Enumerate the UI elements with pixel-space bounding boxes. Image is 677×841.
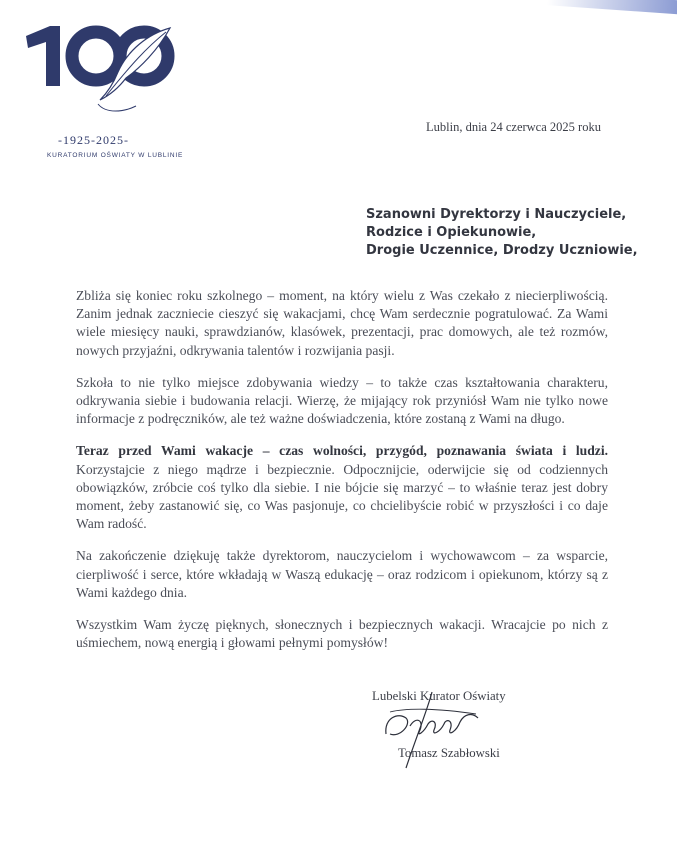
logo-years: -1925-2025- bbox=[58, 133, 129, 147]
corner-accent-stroke bbox=[547, 0, 677, 15]
signatory-title: Lubelski Kurator Oświaty bbox=[372, 689, 506, 703]
paragraph: Na zakończenie dziękuję także dyrektorom, nauczycielom i wychowawcom – za wsparcie, cierpliwość i serce, które wkładają w Waszą edukację – oraz rodzicom i opiekunom, którzy są z Wami każdego dnia. bbox=[76, 548, 608, 600]
logo-100-graphic bbox=[20, 24, 185, 129]
salutation bbox=[366, 206, 638, 260]
letter-body bbox=[76, 287, 608, 666]
signatory-name: Tomasz Szabłowski bbox=[398, 746, 500, 760]
paragraph: Zbliża się koniec roku szkolnego – moment, na który wielu z Was czekało z niecierpliwością. Zanim jednak zaczniecie cieszyć się wakacjami, chcę Wam serdecznie pogratulować. Za Wami wiele miesięcy nauki, sprawdzianów, klasówek, prezentacji, prac domowych, ale też rozmów, nowych przyjaźni, odkrywania talentów i rozwijania pasji. bbox=[76, 288, 608, 358]
paragraph: Szkoła to nie tylko miejsce zdobywania wiedzy – to także czas kształtowania charakteru, odkrywania siebie i budowania relacji. Wierzę, że mijający rok przyniósł Wam nie tylko nowe informacje z podręczników, ale też ważne doświadczenia, które zostaną z Wami na długo. bbox=[76, 374, 608, 427]
salutation-line: Drogie Uczennice, Drodzy Uczniowie, bbox=[366, 243, 638, 258]
date-line: Lublin, dnia 24 czerwca 2025 roku bbox=[426, 120, 601, 134]
paragraph bbox=[76, 442, 608, 533]
kuratorium-logo bbox=[20, 24, 185, 159]
handwritten-signature bbox=[376, 688, 496, 778]
salutation-line: Rodzice i Opiekunowie, bbox=[366, 225, 537, 240]
salutation-line: Szanowni Dyrektorzy i Nauczyciele, bbox=[366, 207, 627, 222]
paragraph-bold-lead: Teraz przed Wami wakacje – czas wolności, przygód, poznawania świata i ludzi. bbox=[76, 443, 608, 459]
paragraph-rest: Korzystajcie z niego mądrze i bezpiecznie. Odpocznijcie, oderwijcie się od codziennych obowiązków, zróbcie coś tylko dla siebie. I nie bójcie się marzyć – to właśnie teraz jest dobry moment, żeby zastanowić się, co Was pasjonuje, co chcielibyście robić w przyszłości i co daje Wam radość. bbox=[76, 461, 608, 532]
paragraph: Wszystkim Wam życzę pięknych, słonecznych i bezpiecznych wakacji. Wracajcie po nich z uśmiechem, nową energią i głowami pełnymi pomysłów! bbox=[76, 617, 608, 651]
logo-organization-name: KURATORIUM OŚWIATY W LUBLINIE bbox=[47, 152, 184, 159]
